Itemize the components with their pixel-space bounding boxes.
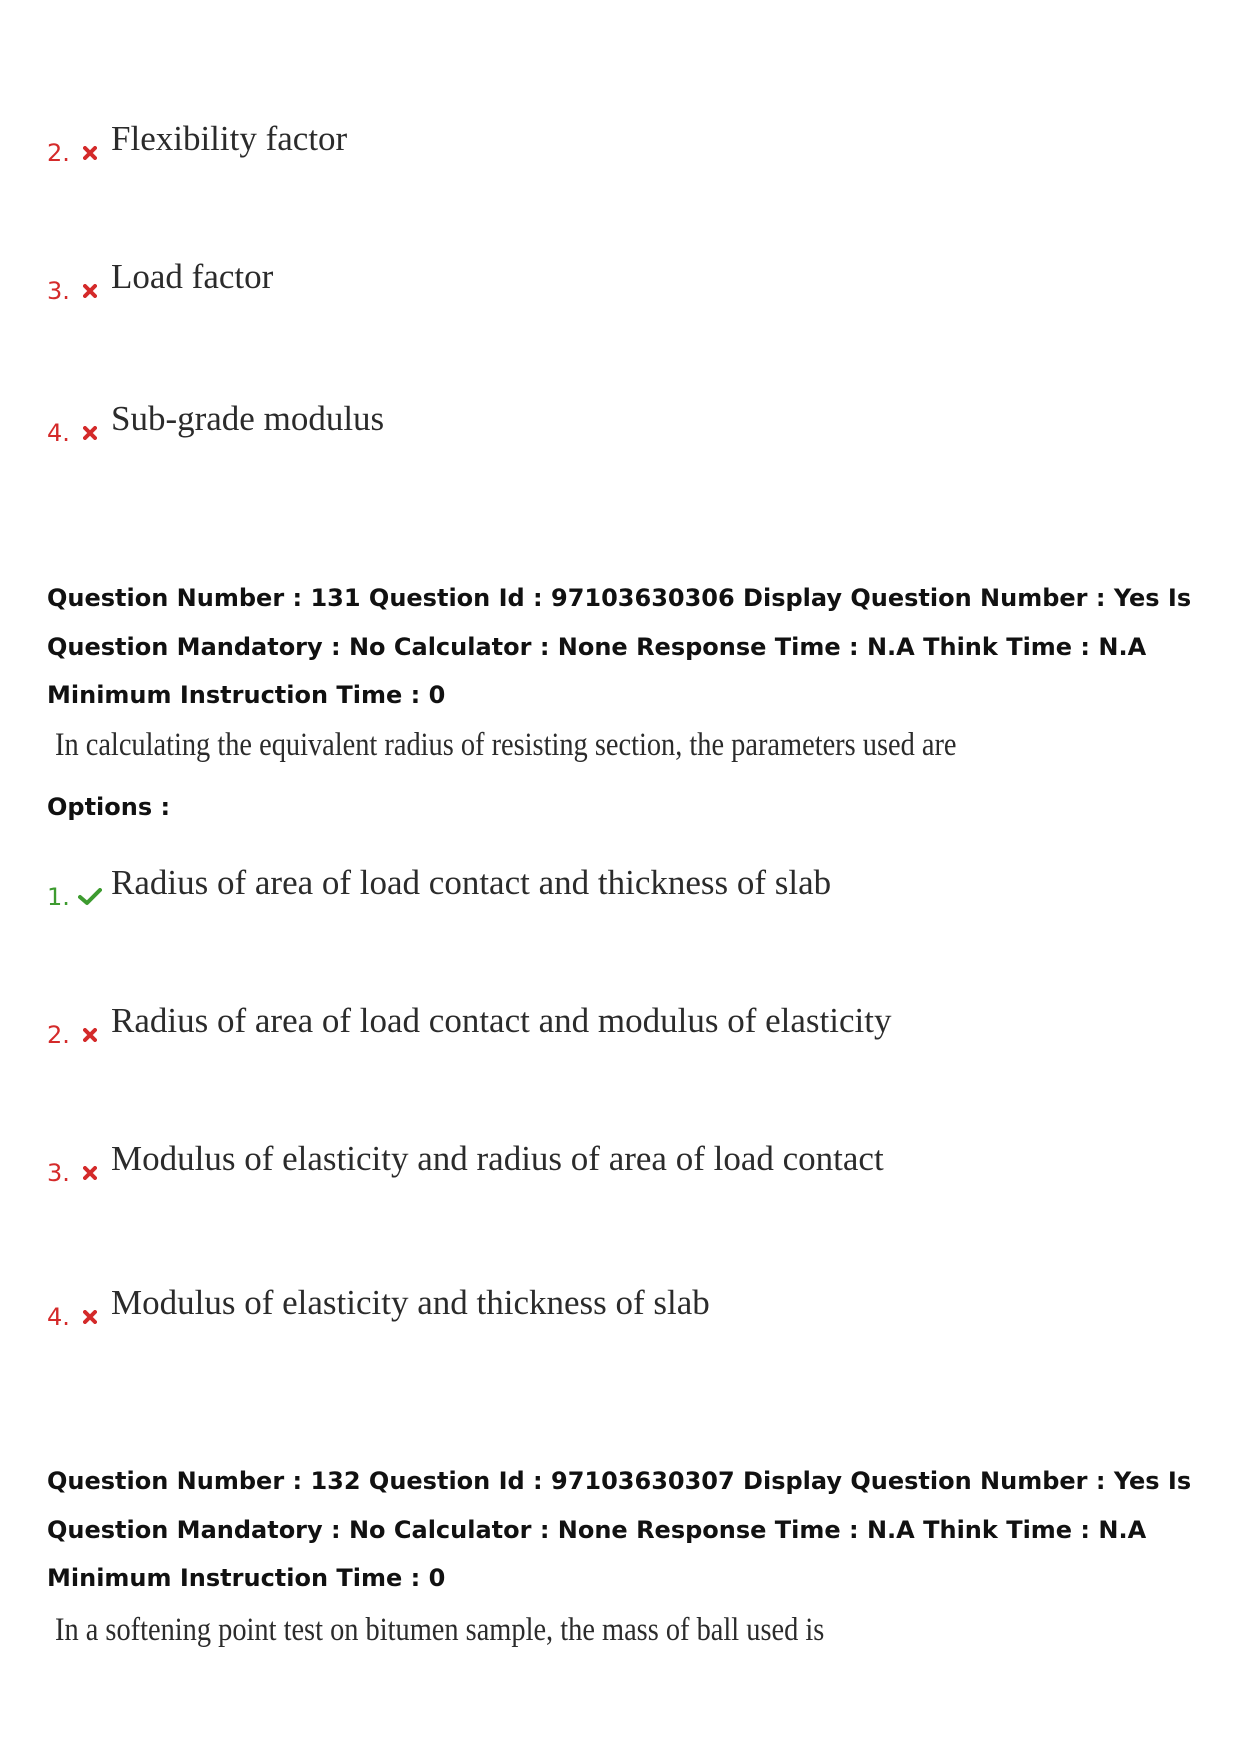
option-number: 3. <box>47 277 70 305</box>
option-item <box>47 1283 710 1337</box>
option-number: 3. <box>47 1159 70 1187</box>
question-text: In a softening point test on bitumen sample, the mass of ball used is <box>55 1612 825 1648</box>
option-number: 4. <box>47 419 70 447</box>
option-text: Radius of area of load contact and thickness of slab <box>111 863 832 902</box>
option-text: Load factor <box>111 257 274 296</box>
question-text: In calculating the equivalent radius of resisting section, the parameters used are <box>55 727 957 763</box>
option-item <box>47 257 274 311</box>
question-meta: Question Number : 131 Question Id : 97103630306 Display Question Number : Yes Is Question Mandatory : No Calculator : None Response Time : N.A Think Time : N.A Minimum Instruction Time : 0 <box>47 584 1192 709</box>
option-text: Modulus of elasticity and radius of area of load contact <box>111 1139 884 1178</box>
option-text: Sub-grade modulus <box>111 399 385 438</box>
option-text: Modulus of elasticity and thickness of slab <box>111 1283 710 1322</box>
option-text: Radius of area of load contact and modulus of elasticity <box>111 1001 892 1040</box>
option-item <box>47 119 348 173</box>
option-text: Flexibility factor <box>111 119 348 158</box>
options-label: Options : <box>47 793 171 821</box>
cross-icon <box>77 426 103 440</box>
cross-icon <box>77 1028 103 1042</box>
cross-icon <box>77 284 103 298</box>
option-item <box>47 1001 892 1055</box>
option-number: 2. <box>47 139 70 167</box>
cross-icon <box>77 146 103 160</box>
option-item <box>47 399 385 453</box>
cross-icon <box>77 1310 103 1324</box>
check-icon <box>77 888 103 906</box>
cross-icon <box>77 1166 103 1180</box>
option-number: 2. <box>47 1021 70 1049</box>
question-meta: Question Number : 132 Question Id : 97103630307 Display Question Number : Yes Is Question Mandatory : No Calculator : None Response Time : N.A Think Time : N.A Minimum Instruction Time : 0 <box>47 1467 1192 1592</box>
option-number: 1. <box>47 883 70 911</box>
option-item <box>47 1139 884 1193</box>
option-item <box>47 863 832 917</box>
option-number: 4. <box>47 1303 70 1331</box>
